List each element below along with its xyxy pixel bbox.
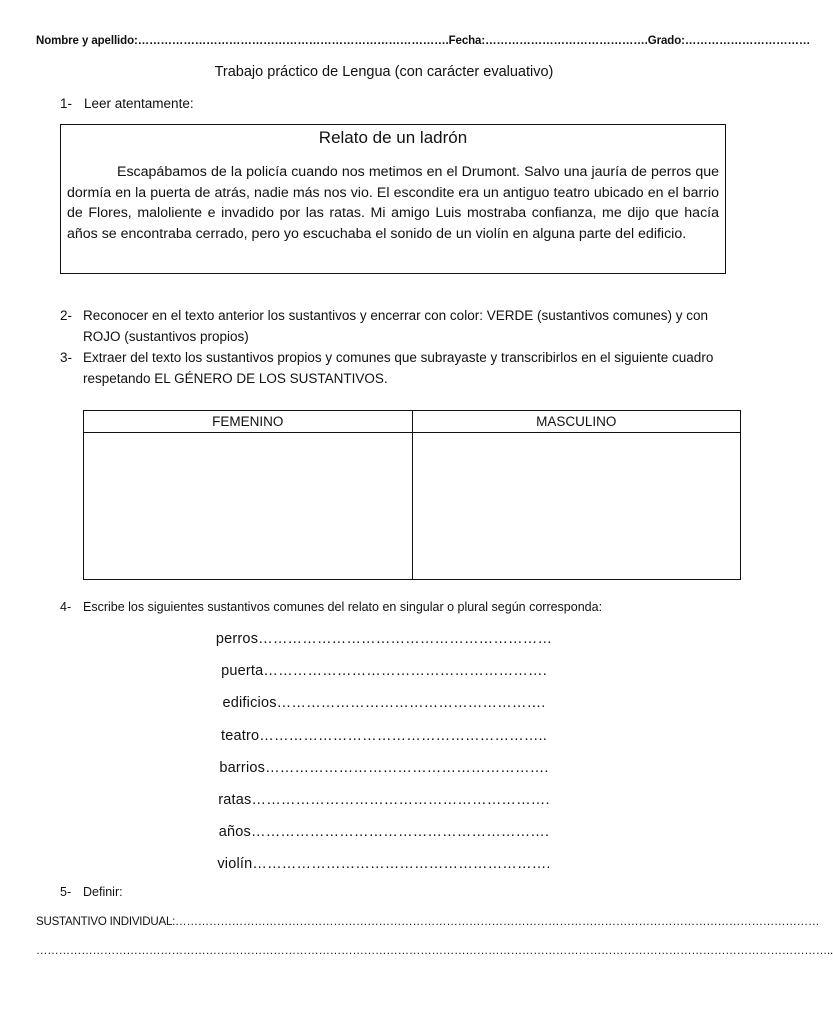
word-row-anos[interactable]: años……………………………………………………. — [218, 824, 550, 841]
question-5-text: Definir: — [83, 885, 123, 899]
story-body: Escapábamos de la policía cuando nos metimos en el Drumont. Salvo una jauría de perros que dormía en la puerta de atrás, nadie más nos vio. El escondite era un antiguo teatro ubicado en el barrio de Flores, maloliente e invadido por las ratas. Mi amigo Luis mostraba confianza, me dijo que hacía años se encontraba cerrado, pero yo escuchaba el sonido de un violín en alguna parte del edificio. — [67, 164, 719, 242]
question-4-number: 4- — [60, 600, 72, 614]
word-row-ratas[interactable]: ratas……………………………………………………. — [218, 791, 550, 808]
question-1-text: Leer atentamente: — [84, 96, 194, 111]
question-3 — [60, 348, 720, 389]
definition-line-individual[interactable]: SUSTANTIVO INDIVIDUAL:……………………………………………………………………………………………………………………………………………………… — [36, 916, 820, 928]
question-1-number: 1- — [60, 96, 73, 111]
column-header-femenino: FEMENINO — [84, 411, 413, 433]
femenino-answer-cell[interactable] — [84, 433, 413, 580]
question-5 — [60, 885, 123, 899]
question-5-number: 5- — [60, 885, 72, 899]
word-row-puerta[interactable]: puerta…………………………………………………. — [221, 663, 547, 680]
word-row-teatro[interactable]: teatro………………………………………………….. — [220, 727, 548, 744]
worksheet-title: Trabajo práctico de Lengua (con carácter evaluativo) — [214, 64, 554, 80]
masculino-answer-cell[interactable] — [412, 433, 741, 580]
question-3-text: Extraer del texto los sustantivos propios y comunes que subrayaste y transcribirlos en el siguiente cuadro respetando EL GÉNERO DE LOS SUSTANTIVOS. — [83, 350, 714, 386]
question-4-text: Escribe los siguientes sustantivos comunes del relato en singular o plural según corresponda: — [83, 600, 603, 614]
question-2-number: 2- — [60, 308, 73, 323]
story-title: Relato de un ladrón — [318, 128, 468, 147]
student-info-line: Nombre y apellido:……………………………………………………………………….Fecha:…………………………………….Grado:…………………………… — [36, 35, 811, 47]
question-2-text: Reconocer en el texto anterior los sustantivos y encerrar con color: VERDE (sustantivos comunes) y con ROJO (sustantivos propios) — [83, 308, 709, 344]
word-row-violin[interactable]: violín……………………………………………………. — [217, 856, 551, 873]
question-1 — [60, 96, 194, 111]
question-3-number: 3- — [60, 350, 73, 365]
word-list — [0, 628, 768, 886]
story-box — [60, 124, 726, 274]
definition-line-continuation[interactable]: ………………………………………………………………………………………………………………………………………………………………………………………….. — [36, 945, 833, 957]
question-4 — [60, 600, 602, 614]
question-2 — [60, 306, 720, 347]
gender-table — [83, 410, 741, 580]
word-row-edificios[interactable]: edificios………………………………………………. — [222, 695, 546, 712]
word-row-perros[interactable]: perros…………………………………………………… — [215, 631, 553, 647]
column-header-masculino: MASCULINO — [412, 411, 741, 433]
word-row-barrios[interactable]: barrios…………………………………………………. — [219, 759, 549, 776]
